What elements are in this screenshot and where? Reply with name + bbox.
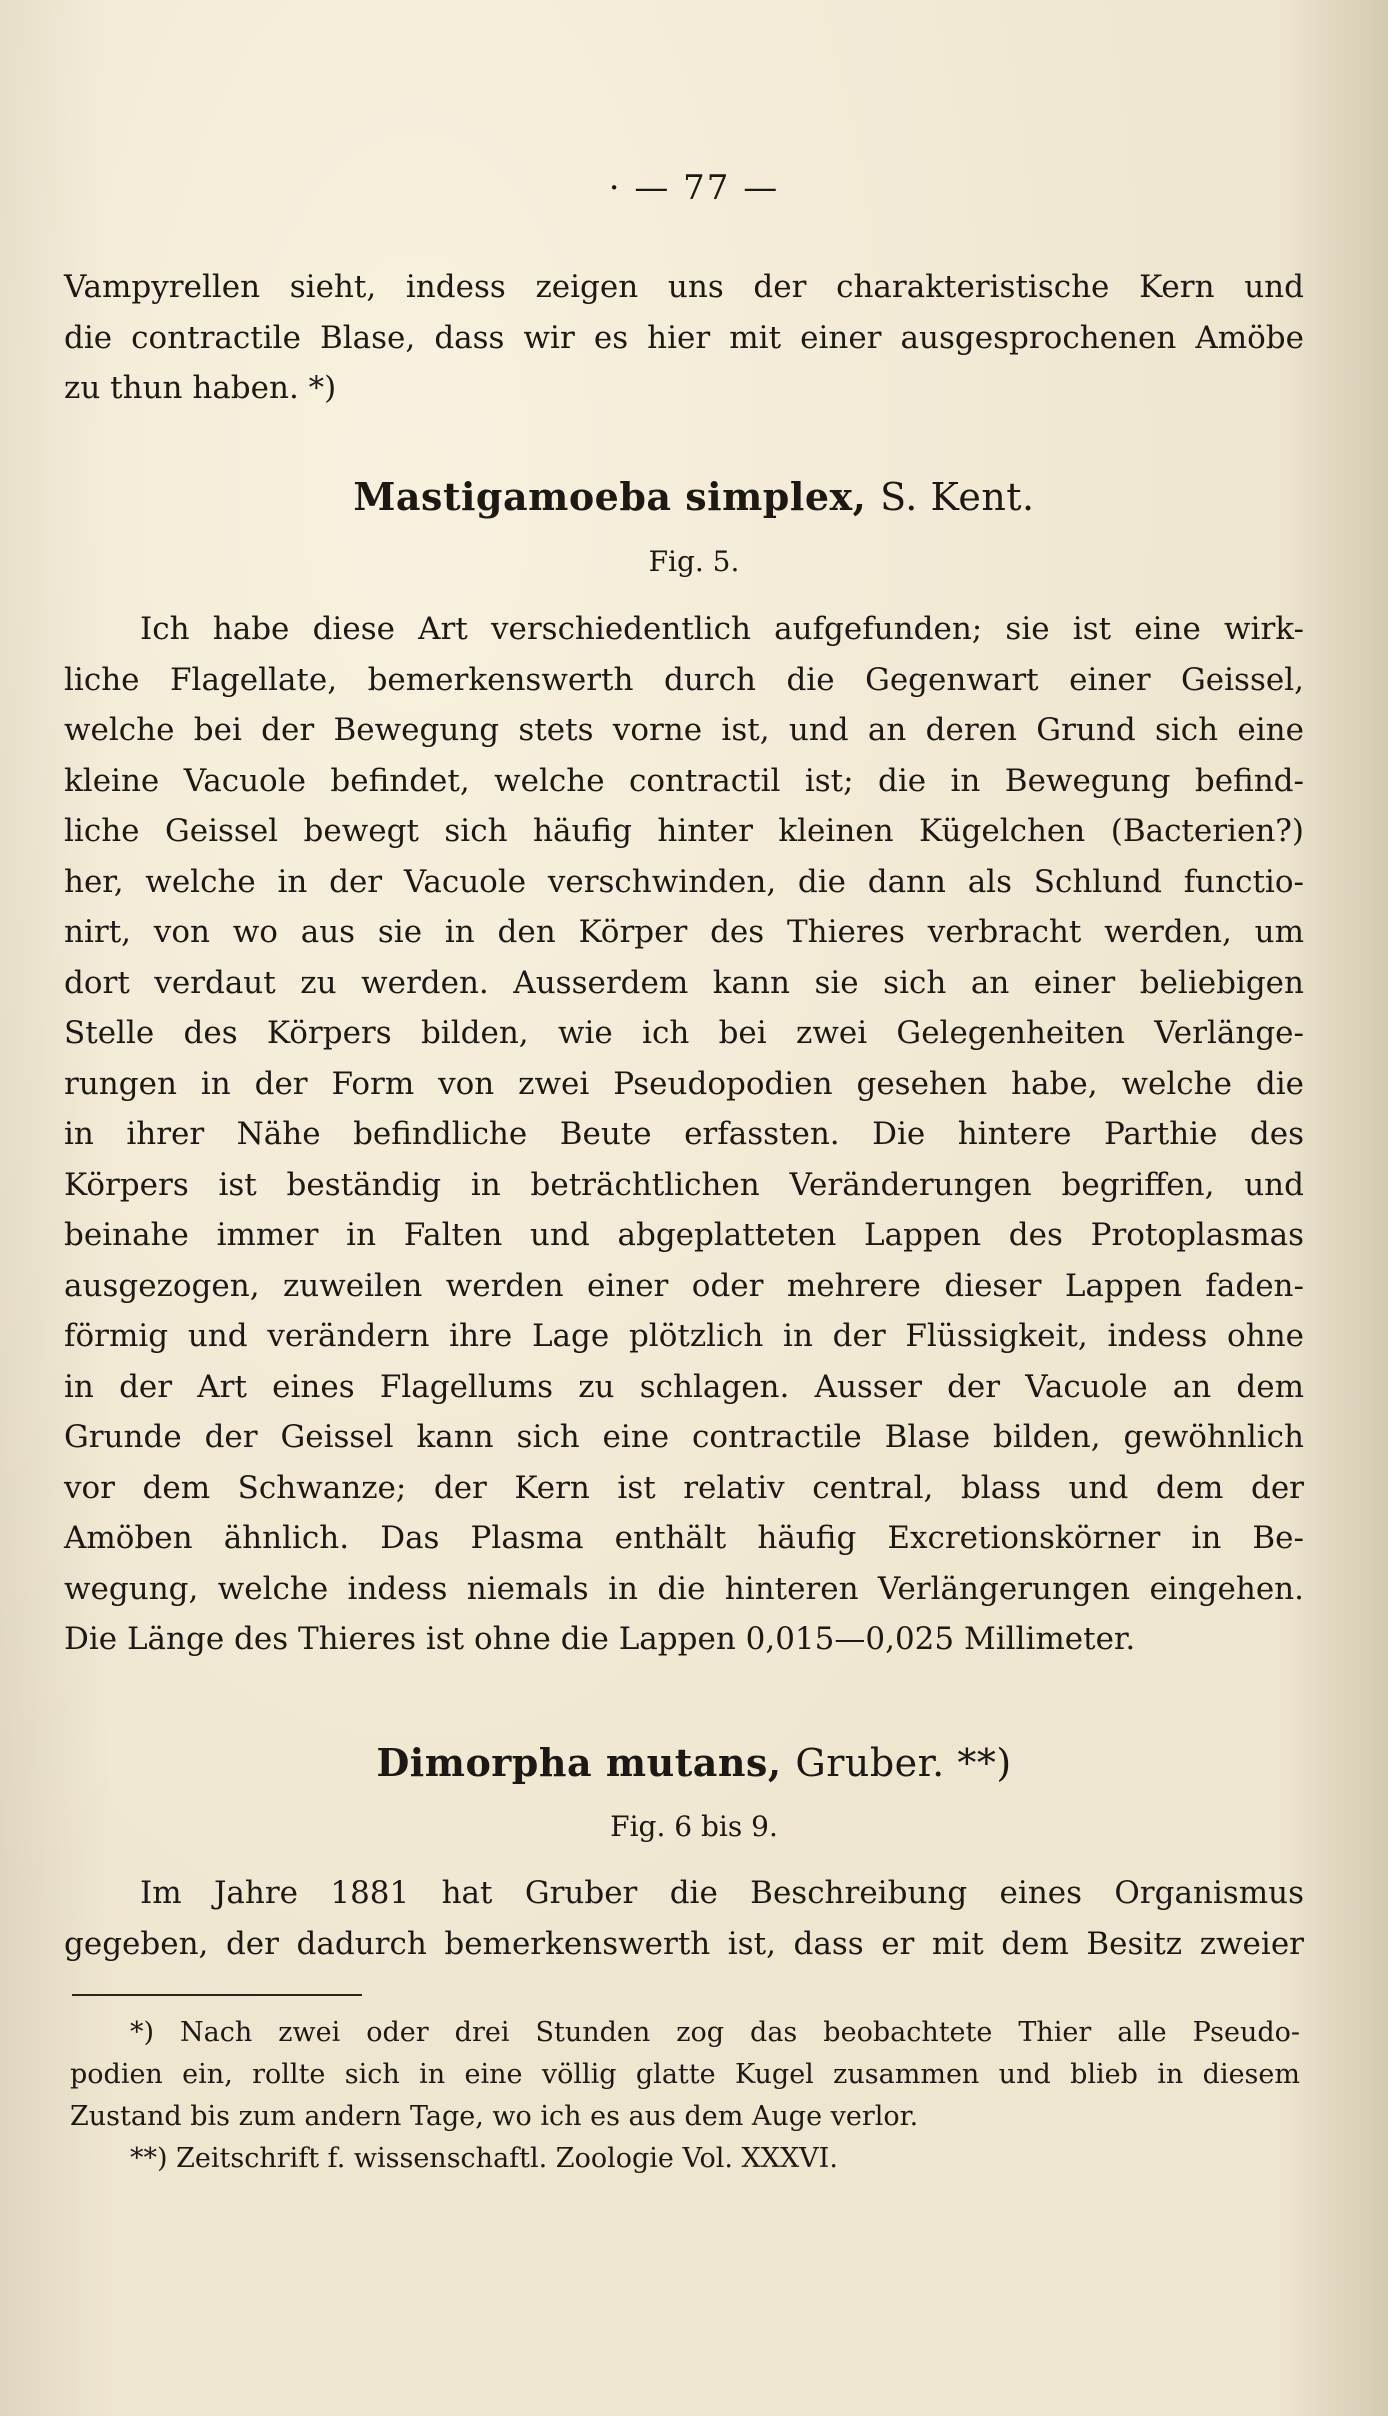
footnote-line: Zustand bis zum andern Tage, wo ich es aus dem Auge verlor.	[70, 2101, 919, 2132]
text-line: in ihrer Nähe befindliche Beute erfassten. Die hintere Parthie des	[64, 1116, 1304, 1152]
section-heading-dimorpha	[0, 1740, 1388, 1785]
section2-paragraph	[64, 1868, 1304, 1969]
text-line: Ich habe diese Art verschiedentlich aufgefunden; sie ist eine wirk-	[140, 611, 1304, 647]
text-line: rungen in der Form von zwei Pseudopodien gesehen habe, welche die	[64, 1065, 1304, 1102]
footnote-line: **) Zeitschrift f. wissenschaftl. Zoologie Vol. XXXVI.	[130, 2143, 838, 2174]
text-line: vor dem Schwanze; der Kern ist relativ central, blass und dem der	[64, 1469, 1304, 1506]
species-author: Gruber. **)	[795, 1741, 1012, 1785]
text-line: welche bei der Bewegung stets vorne ist, und an deren Grund sich eine	[64, 712, 1304, 748]
text-line: die contractile Blase, dass wir es hier mit einer ausgesprochenen Amöbe	[64, 319, 1304, 356]
species-author: S. Kent.	[880, 475, 1035, 519]
figure-reference: Fig. 6 bis 9.	[610, 1810, 778, 1843]
text-line: ausgezogen, zuweilen werden einer oder mehrere dieser Lappen faden-	[64, 1267, 1304, 1304]
text-line: liche Geissel bewegt sich häufig hinter kleinen Kügelchen (Bacterien?)	[64, 813, 1304, 849]
figure-reference: Fig. 5.	[648, 545, 740, 578]
text-line: dort verdaut zu werden. Ausserdem kann sie sich an einer beliebigen	[64, 964, 1304, 1001]
species-name: Mastigamoeba simplex,	[353, 474, 867, 519]
text-line: Vampyrellen sieht, indess zeigen uns der charakteristische Kern und	[64, 269, 1304, 305]
page-number: · — 77 —	[608, 168, 780, 208]
text-line: wegung, welche indess niemals in die hinteren Verlängerungen eingehen.	[64, 1570, 1304, 1607]
text-line: Stelle des Körpers bilden, wie ich bei zwei Gelegenheiten Verlänge-	[64, 1015, 1304, 1051]
text-line: nirt, von wo aus sie in den Körper des Thieres verbracht werden, um	[64, 914, 1304, 950]
species-name: Dimorpha mutans,	[376, 1740, 782, 1785]
text-line: gegeben, der dadurch bemerkenswerth ist, dass er mit dem Besitz zweier	[64, 1925, 1304, 1962]
text-line: in der Art eines Flagellums zu schlagen. Ausser der Vacuole an dem	[64, 1368, 1304, 1405]
section-heading-mastigamoeba	[0, 474, 1388, 519]
text-line: kleine Vacuole befindet, welche contractil ist; die in Bewegung befind-	[64, 762, 1304, 799]
text-line: Im Jahre 1881 hat Gruber die Beschreibung eines Organismus	[140, 1875, 1304, 1911]
text-line: beinahe immer in Falten und abgeplatteten Lappen des Protoplasmas	[64, 1217, 1304, 1253]
footnotes	[70, 2012, 1300, 2180]
text-line: förmig und verändern ihre Lage plötzlich in der Flüssigkeit, indess ohne	[64, 1318, 1304, 1354]
footnote-line: podien ein, rollte sich in eine völlig glatte Kugel zusammen und blieb in diesem	[70, 2059, 1300, 2090]
text-line: liche Flagellate, bemerkenswerth durch die Gegenwart einer Geissel,	[64, 661, 1304, 698]
text-line: Grunde der Geissel kann sich eine contractile Blase bilden, gewöhnlich	[64, 1419, 1304, 1455]
text-line: Amöben ähnlich. Das Plasma enthält häufig Excretionskörner in Be-	[64, 1520, 1304, 1556]
section1-paragraph	[64, 604, 1304, 1665]
footnote-separator	[72, 1994, 362, 1996]
footnote-line: *) Nach zwei oder drei Stunden zog das beobachtete Thier alle Pseudo-	[130, 2017, 1300, 2048]
text-line: zu thun haben. *)	[64, 370, 337, 406]
intro-paragraph	[64, 262, 1304, 414]
text-line: Körpers ist beständig in beträchtlichen Veränderungen begriffen, und	[64, 1166, 1304, 1203]
text-line: Die Länge des Thieres ist ohne die Lappen 0,015—0,025 Millimeter.	[64, 1621, 1136, 1657]
text-line: her, welche in der Vacuole verschwinden, die dann als Schlund functio-	[64, 863, 1304, 900]
